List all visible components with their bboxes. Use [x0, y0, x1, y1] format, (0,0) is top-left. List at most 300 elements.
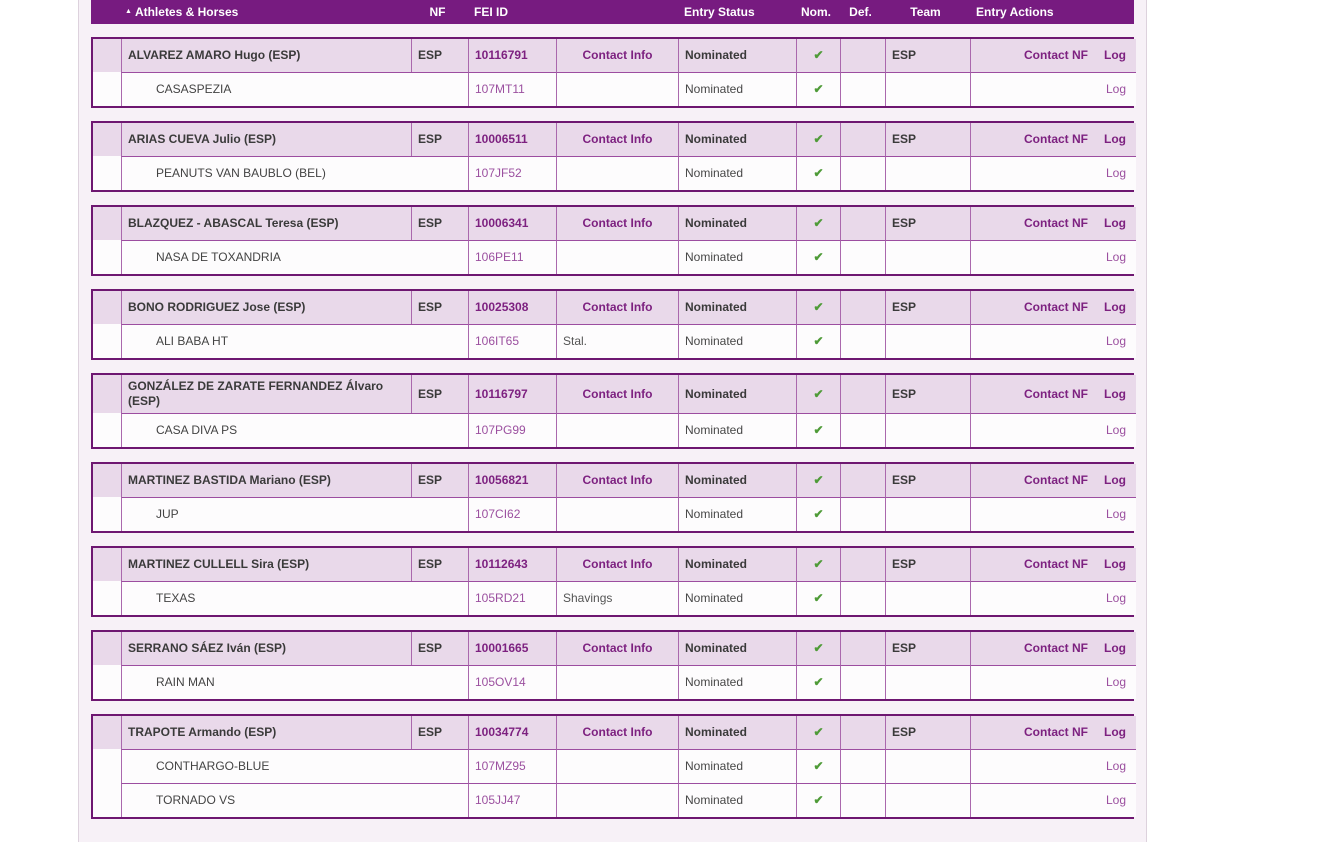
athlete-name-cell — [121, 39, 411, 72]
team-code: ESP — [892, 557, 917, 571]
column-header-label: Entry Actions — [976, 5, 1054, 19]
athlete-fei-id-link[interactable]: 10034774 — [475, 725, 529, 739]
horse-definite-cell — [840, 240, 885, 274]
definite-cell — [840, 123, 885, 156]
entries-panel — [78, 0, 1147, 842]
horse-name-cell — [121, 783, 468, 817]
row-select-cell — [93, 123, 121, 156]
nominated-cell — [796, 39, 840, 72]
horse-definite-cell — [840, 783, 885, 817]
definite-cell — [840, 375, 885, 413]
contact-info-cell — [556, 632, 678, 665]
column-header-label: FEI ID — [474, 5, 509, 19]
horse-nominated-check-icon: ✔ — [813, 675, 824, 689]
nf-cell — [411, 375, 468, 413]
athlete-fei-id-link[interactable]: 10006341 — [475, 216, 529, 230]
definite-cell — [840, 207, 885, 240]
horse-status-cell — [678, 72, 796, 106]
entry-status-cell — [678, 632, 796, 665]
entry-status-text: Nominated — [685, 300, 748, 314]
entry-actions-cell — [970, 716, 1136, 749]
horse-definite-cell — [840, 413, 885, 447]
log-link[interactable]: Log — [1104, 300, 1126, 314]
horse-status-text: Nominated — [685, 793, 744, 807]
horse-fei-id-link[interactable]: 107PG99 — [475, 423, 526, 437]
athlete-name: BLAZQUEZ - ABASCAL Teresa (ESP) — [128, 216, 339, 230]
entry-status-cell — [678, 291, 796, 324]
team-code: ESP — [892, 216, 917, 230]
log-link[interactable]: Log — [1104, 386, 1126, 401]
horse-actions-cell — [970, 413, 1136, 447]
contact-nf-link[interactable]: Contact NF — [1024, 386, 1088, 401]
row-select-cell — [93, 291, 121, 324]
athlete-name: BONO RODRIGUEZ Jose (ESP) — [128, 300, 306, 314]
horse-status-text: Nominated — [685, 423, 744, 437]
horse-team-cell — [885, 156, 970, 190]
contact-info-cell — [556, 123, 678, 156]
horse-fei-id-cell — [468, 156, 556, 190]
column-header-entry-actions[interactable] — [968, 0, 1134, 24]
horse-log-link[interactable]: Log — [1105, 82, 1126, 96]
horse-info-cell — [556, 413, 678, 447]
nominated-cell — [796, 464, 840, 497]
horse-name: RAIN MAN — [156, 675, 215, 689]
nominated-cell — [796, 548, 840, 581]
nominated-cell — [796, 375, 840, 413]
athlete-fei-id-link[interactable]: 10116791 — [475, 48, 528, 62]
horse-name: ALI BABA HT — [156, 334, 229, 348]
column-header-label: Nom. — [801, 5, 831, 19]
horse-actions-cell — [970, 72, 1136, 106]
team-code: ESP — [892, 641, 917, 655]
team-code: ESP — [892, 300, 917, 314]
entry-actions-cell — [970, 291, 1136, 324]
athlete-name-cell — [121, 716, 411, 749]
column-header-nf[interactable] — [409, 0, 466, 24]
contact-info-link[interactable]: Contact Info — [582, 557, 653, 571]
log-link[interactable]: Log — [1104, 48, 1126, 62]
horse-status-cell — [678, 324, 796, 358]
athlete-name-cell — [121, 207, 411, 240]
nf-cell — [411, 548, 468, 581]
horse-name-cell — [121, 324, 468, 358]
horse-info-cell — [556, 665, 678, 699]
contact-info-link[interactable]: Contact Info — [582, 641, 653, 655]
column-header-label: Team — [910, 5, 941, 19]
horse-name: PEANUTS VAN BAUBLO (BEL) — [156, 166, 326, 180]
horse-fei-id-cell — [468, 749, 556, 783]
fei-id-cell — [468, 464, 556, 497]
horse-log-link[interactable]: Log — [1105, 423, 1126, 437]
nf-code: ESP — [418, 386, 443, 401]
row-select-cell — [93, 632, 121, 665]
definite-cell — [840, 464, 885, 497]
horse-fei-id-link[interactable]: 107CI62 — [475, 507, 521, 521]
contact-info-link[interactable]: Contact Info — [582, 48, 653, 62]
horse-name: JUP — [156, 507, 179, 521]
horse-actions-cell — [970, 324, 1136, 358]
column-header-athletes-horses[interactable] — [91, 0, 409, 24]
team-code: ESP — [892, 48, 917, 62]
horse-fei-id-link[interactable]: 105OV14 — [475, 675, 526, 689]
entry-actions-cell — [970, 548, 1136, 581]
team-cell — [885, 39, 970, 72]
athlete-name-cell — [121, 548, 411, 581]
horse-nominated-cell — [796, 749, 840, 783]
column-header-entry-status[interactable] — [676, 0, 794, 24]
column-header-spacer — [554, 0, 676, 24]
contact-info-link[interactable]: Contact Info — [582, 216, 653, 230]
entry-actions-cell — [970, 632, 1136, 665]
column-header-nom-[interactable] — [794, 0, 838, 24]
nf-cell — [411, 123, 468, 156]
horse-fei-id-link[interactable]: 106PE11 — [475, 250, 524, 264]
horse-status-text: Nominated — [685, 675, 744, 689]
horse-team-cell — [885, 665, 970, 699]
horse-info-cell — [556, 72, 678, 106]
horse-status-cell — [678, 783, 796, 817]
horse-info-cell — [556, 783, 678, 817]
horse-fei-id-cell — [468, 665, 556, 699]
nominated-check-icon: ✔ — [813, 473, 824, 487]
horse-team-cell — [885, 581, 970, 615]
entry-status-cell — [678, 207, 796, 240]
horse-name-cell — [121, 240, 468, 274]
horse-actions-cell — [970, 240, 1136, 274]
horse-log-link[interactable]: Log — [1105, 250, 1126, 264]
row-select-cell — [93, 207, 121, 240]
horse-status-cell — [678, 497, 796, 531]
entry-group — [91, 121, 1134, 192]
nf-cell — [411, 291, 468, 324]
row-select-cell — [93, 581, 121, 615]
entry-group — [91, 546, 1134, 617]
team-cell — [885, 207, 970, 240]
horse-log-link[interactable]: Log — [1105, 507, 1126, 521]
athlete-name: MARTINEZ CULLELL Sira (ESP) — [128, 557, 310, 571]
horse-fei-id-link[interactable]: 107JF52 — [475, 166, 522, 180]
nf-code: ESP — [418, 216, 443, 230]
horse-nominated-cell — [796, 240, 840, 274]
fei-id-cell — [468, 207, 556, 240]
horse-nominated-cell — [796, 783, 840, 817]
entry-group — [91, 630, 1134, 701]
contact-info-cell — [556, 207, 678, 240]
entry-status-text: Nominated — [685, 386, 748, 401]
athlete-name-cell — [121, 291, 411, 324]
horse-team-cell — [885, 783, 970, 817]
row-select-cell — [93, 749, 121, 783]
horse-log-link[interactable]: Log — [1105, 591, 1126, 605]
horse-info-cell — [556, 156, 678, 190]
athlete-name: TRAPOTE Armando (ESP) — [128, 725, 277, 739]
log-link[interactable]: Log — [1104, 641, 1126, 655]
log-link[interactable]: Log — [1104, 557, 1126, 571]
horse-log-link[interactable]: Log — [1105, 759, 1126, 773]
row-select-cell — [93, 240, 121, 274]
horse-status-cell — [678, 156, 796, 190]
horse-name: CONTHARGO-BLUE — [156, 759, 270, 773]
athlete-fei-id-link[interactable]: 10112643 — [475, 557, 528, 571]
horse-definite-cell — [840, 497, 885, 531]
entry-group — [91, 373, 1134, 449]
team-cell — [885, 632, 970, 665]
horse-team-cell — [885, 324, 970, 358]
horse-definite-cell — [840, 665, 885, 699]
nf-code: ESP — [418, 557, 443, 571]
horse-nominated-check-icon: ✔ — [813, 82, 824, 96]
log-link[interactable]: Log — [1104, 473, 1126, 487]
horse-fei-id-cell — [468, 72, 556, 106]
horse-info-cell — [556, 581, 678, 615]
horse-fei-id-link[interactable]: 105RD21 — [475, 591, 526, 605]
nf-cell — [411, 464, 468, 497]
entry-status-text: Nominated — [685, 725, 748, 739]
nominated-check-icon: ✔ — [813, 641, 824, 655]
log-link[interactable]: Log — [1104, 132, 1126, 146]
contact-nf-link[interactable]: Contact NF — [1024, 132, 1088, 146]
horse-nominated-check-icon: ✔ — [813, 166, 824, 180]
contact-info-cell — [556, 375, 678, 413]
team-code: ESP — [892, 132, 917, 146]
horse-fei-id-cell — [468, 240, 556, 274]
horse-log-link[interactable]: Log — [1105, 166, 1126, 180]
athlete-name-cell — [121, 123, 411, 156]
sort-asc-icon: ▲ — [125, 7, 132, 15]
contact-nf-link[interactable]: Contact NF — [1024, 300, 1088, 314]
horse-name-cell — [121, 497, 468, 531]
horse-nominated-cell — [796, 324, 840, 358]
athlete-fei-id-link[interactable]: 10025308 — [475, 300, 529, 314]
definite-cell — [840, 291, 885, 324]
entry-group — [91, 205, 1134, 276]
entry-group — [91, 37, 1134, 108]
contact-info-cell — [556, 464, 678, 497]
entry-status-cell — [678, 123, 796, 156]
column-header-label: NF — [429, 5, 446, 19]
nominated-check-icon: ✔ — [813, 216, 824, 230]
horse-actions-cell — [970, 783, 1136, 817]
nominated-check-icon: ✔ — [813, 386, 824, 401]
athlete-fei-id-link[interactable]: 10001665 — [475, 641, 529, 655]
column-header-team[interactable] — [883, 0, 968, 24]
horse-name: CASA DIVA PS — [156, 423, 238, 437]
team-cell — [885, 716, 970, 749]
horse-status-text: Nominated — [685, 250, 744, 264]
contact-nf-link[interactable]: Contact NF — [1024, 48, 1088, 62]
horse-log-link[interactable]: Log — [1105, 793, 1126, 807]
horse-name: TEXAS — [156, 591, 196, 605]
nominated-check-icon: ✔ — [813, 300, 824, 314]
entry-status-cell — [678, 39, 796, 72]
entry-actions-cell — [970, 464, 1136, 497]
log-link[interactable]: Log — [1104, 216, 1126, 230]
horse-log-link[interactable]: Log — [1105, 675, 1126, 689]
entry-status-cell — [678, 716, 796, 749]
entry-status-cell — [678, 464, 796, 497]
horse-status-text: Nominated — [685, 759, 744, 773]
nominated-cell — [796, 207, 840, 240]
entry-status-cell — [678, 375, 796, 413]
horse-actions-cell — [970, 497, 1136, 531]
contact-info-link[interactable]: Contact Info — [582, 386, 653, 401]
horse-info-cell — [556, 324, 678, 358]
athlete-name: ARIAS CUEVA Julio (ESP) — [128, 132, 277, 146]
fei-id-cell — [468, 632, 556, 665]
horse-status-text: Nominated — [685, 507, 744, 521]
horse-fei-id-link[interactable]: 107MT11 — [475, 82, 525, 96]
entry-status-text: Nominated — [685, 557, 748, 571]
entry-status-text: Nominated — [685, 641, 748, 655]
nf-cell — [411, 632, 468, 665]
nf-cell — [411, 207, 468, 240]
row-select-cell — [93, 156, 121, 190]
column-header-def-[interactable] — [838, 0, 883, 24]
horse-nominated-check-icon: ✔ — [813, 334, 824, 348]
table-header-row — [91, 0, 1134, 24]
horse-nominated-check-icon: ✔ — [813, 507, 824, 521]
horse-nominated-cell — [796, 156, 840, 190]
team-cell — [885, 375, 970, 413]
entry-status-cell — [678, 548, 796, 581]
horse-definite-cell — [840, 749, 885, 783]
horse-nominated-cell — [796, 497, 840, 531]
row-select-cell — [93, 324, 121, 358]
horse-team-cell — [885, 240, 970, 274]
athlete-name: GONZÁLEZ DE ZARATE FERNANDEZ Álvaro (ESP) — [128, 379, 384, 408]
horse-status-text: Nominated — [685, 82, 744, 96]
nf-code: ESP — [418, 48, 443, 62]
nf-code: ESP — [418, 725, 443, 739]
fei-id-cell — [468, 123, 556, 156]
athlete-name-cell — [121, 464, 411, 497]
fei-id-cell — [468, 39, 556, 72]
entry-group — [91, 462, 1134, 533]
contact-nf-link[interactable]: Contact NF — [1024, 473, 1088, 487]
nf-cell — [411, 39, 468, 72]
contact-info-link[interactable]: Contact Info — [582, 300, 653, 314]
fei-id-cell — [468, 548, 556, 581]
fei-id-cell — [468, 375, 556, 413]
contact-nf-link[interactable]: Contact NF — [1024, 725, 1088, 739]
horse-status-cell — [678, 665, 796, 699]
entries-table — [91, 0, 1134, 819]
team-cell — [885, 291, 970, 324]
entry-status-text: Nominated — [685, 473, 748, 487]
horse-actions-cell — [970, 665, 1136, 699]
athlete-name: MARTINEZ BASTIDA Mariano (ESP) — [128, 473, 331, 487]
athlete-name-cell — [121, 375, 411, 413]
team-code: ESP — [892, 386, 917, 401]
contact-info-link[interactable]: Contact Info — [582, 473, 653, 487]
team-code: ESP — [892, 725, 917, 739]
row-select-cell — [93, 548, 121, 581]
horse-status-text: Nominated — [685, 166, 744, 180]
horse-status-cell — [678, 749, 796, 783]
horse-team-cell — [885, 413, 970, 447]
contact-nf-link[interactable]: Contact NF — [1024, 216, 1088, 230]
horse-info-text: Stal. — [563, 334, 588, 348]
log-link[interactable]: Log — [1104, 725, 1126, 739]
team-cell — [885, 548, 970, 581]
horse-fei-id-cell — [468, 783, 556, 817]
contact-nf-link[interactable]: Contact NF — [1024, 641, 1088, 655]
nominated-check-icon: ✔ — [813, 132, 824, 146]
horse-fei-id-link[interactable]: 106IT65 — [475, 334, 520, 348]
horse-info-cell — [556, 749, 678, 783]
nominated-check-icon: ✔ — [813, 725, 824, 739]
horse-nominated-cell — [796, 665, 840, 699]
nf-code: ESP — [418, 641, 443, 655]
row-select-cell — [93, 375, 121, 413]
horse-fei-id-cell — [468, 413, 556, 447]
contact-info-link[interactable]: Contact Info — [582, 132, 653, 146]
horse-fei-id-link[interactable]: 107MZ95 — [475, 759, 526, 773]
contact-nf-link[interactable]: Contact NF — [1024, 557, 1088, 571]
nf-code: ESP — [418, 473, 443, 487]
column-header-fei-id[interactable] — [466, 0, 554, 24]
nominated-cell — [796, 123, 840, 156]
definite-cell — [840, 548, 885, 581]
athlete-name: SERRANO SÁEZ Iván (ESP) — [128, 641, 287, 655]
contact-info-cell — [556, 291, 678, 324]
horse-status-text: Nominated — [685, 591, 744, 605]
horse-definite-cell — [840, 156, 885, 190]
horse-nominated-cell — [796, 72, 840, 106]
horse-name-cell — [121, 413, 468, 447]
horse-definite-cell — [840, 324, 885, 358]
horse-name-cell — [121, 72, 468, 106]
horse-fei-id-link[interactable]: 105JJ47 — [475, 793, 521, 807]
athlete-fei-id-link[interactable]: 10056821 — [475, 473, 529, 487]
entry-actions-cell — [970, 123, 1136, 156]
horse-status-cell — [678, 413, 796, 447]
entry-status-text: Nominated — [685, 216, 748, 230]
athlete-name-cell — [121, 632, 411, 665]
horse-name-cell — [121, 581, 468, 615]
column-header-label: Entry Status — [684, 5, 755, 19]
horse-nominated-check-icon: ✔ — [813, 250, 824, 264]
horse-info-text: Shavings — [563, 591, 613, 605]
contact-info-link[interactable]: Contact Info — [582, 725, 653, 739]
horse-team-cell — [885, 749, 970, 783]
horse-nominated-cell — [796, 581, 840, 615]
horse-team-cell — [885, 497, 970, 531]
horse-status-text: Nominated — [685, 334, 744, 348]
entry-status-text: Nominated — [685, 132, 748, 146]
definite-cell — [840, 632, 885, 665]
athlete-name: ALVAREZ AMARO Hugo (ESP) — [128, 48, 301, 62]
row-select-cell — [93, 464, 121, 497]
horse-name-cell — [121, 156, 468, 190]
athlete-fei-id-link[interactable]: 10116797 — [475, 386, 528, 401]
horse-actions-cell — [970, 156, 1136, 190]
entry-actions-cell — [970, 39, 1136, 72]
entry-actions-cell — [970, 375, 1136, 413]
fei-id-cell — [468, 291, 556, 324]
horse-log-link[interactable]: Log — [1105, 334, 1126, 348]
row-select-cell — [93, 497, 121, 531]
nominated-cell — [796, 716, 840, 749]
horse-nominated-check-icon: ✔ — [813, 793, 824, 807]
horse-actions-cell — [970, 749, 1136, 783]
nominated-check-icon: ✔ — [813, 557, 824, 571]
horse-name-cell — [121, 749, 468, 783]
definite-cell — [840, 716, 885, 749]
athlete-fei-id-link[interactable]: 10006511 — [475, 132, 528, 146]
horse-nominated-check-icon: ✔ — [813, 423, 824, 437]
team-cell — [885, 464, 970, 497]
